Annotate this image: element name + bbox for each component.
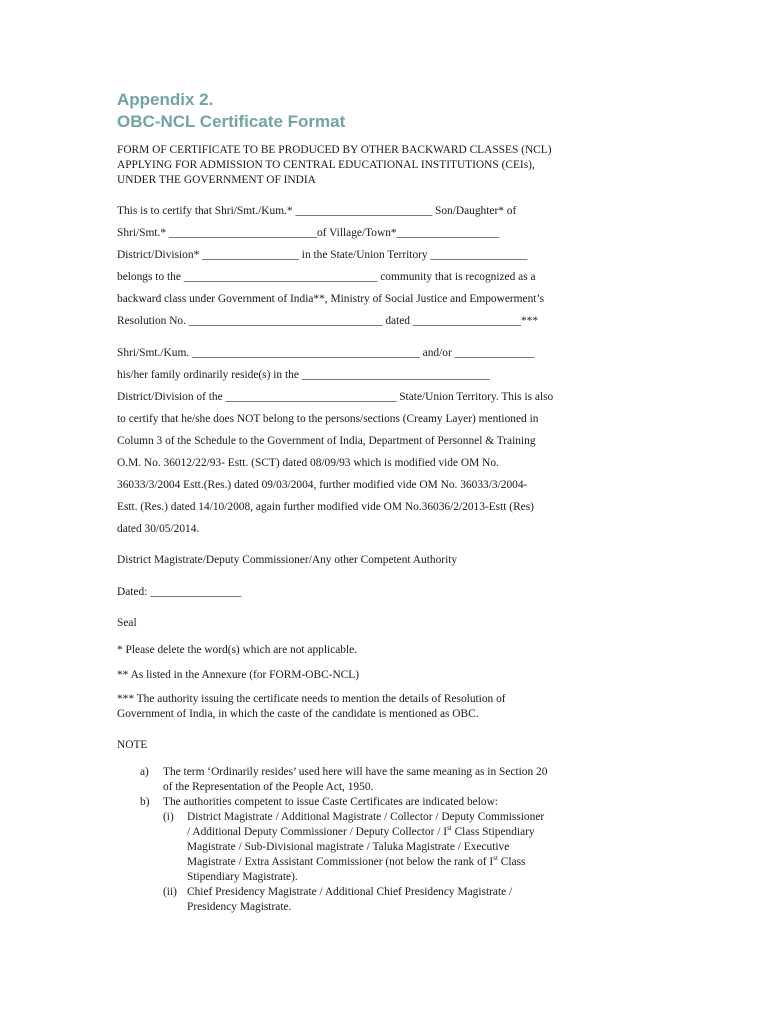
certificate-para1-line: Resolution No. __________________________________ dated ___________________*** — [117, 315, 539, 327]
dated-field: Dated: ________________ — [117, 586, 242, 598]
form-heading-line: UNDER THE GOVERNMENT OF INDIA — [117, 174, 316, 186]
note-b-ii-marker: (ii) — [163, 886, 177, 898]
certificate-para2-line: District/Division of the ______________________________ State/Union Territory. This is also — [117, 391, 554, 403]
footnote-double-star: ** As listed in the Annexure (for FORM-OBC-NCL) — [117, 669, 360, 681]
certificate-para2-line: his/her family ordinarily reside(s) in the _________________________________ — [117, 369, 490, 381]
note-b-ii-text: Chief Presidency Magistrate / Additional Chief Presidency Magistrate / — [187, 886, 513, 898]
certificate-para2-line: 36033/3/2004 Estt.(Res.) dated 09/03/2004, further modified vide OM No. 36033/3/2004- — [117, 479, 528, 491]
note-b-i-text: Magistrate / Extra Assistant Commissioner (not below the rank of Ist Class — [187, 854, 526, 868]
note-a-text: The term ‘Ordinarily resides’ used here will have the same meaning as in Section 20 — [163, 766, 548, 778]
note-b-text: The authorities competent to issue Caste Certificates are indicated below: — [163, 796, 498, 808]
certificate-para1-line: backward class under Government of India**, Ministry of Social Justice and Empowerment’s — [117, 293, 545, 305]
note-b-i-text: / Additional Deputy Commissioner / Deputy Collector / Ist Class Stipendiary — [187, 824, 535, 838]
seal-label: Seal — [117, 617, 137, 629]
footnote-single-star: * Please delete the word(s) which are not applicable. — [117, 644, 358, 656]
note-b-i-text: District Magistrate / Additional Magistrate / Collector / Deputy Commissioner — [187, 811, 545, 823]
certificate-para2-line: Shri/Smt./Kum. ________________________________________ and/or ______________ — [117, 347, 535, 359]
note-a-marker: a) — [140, 766, 149, 778]
certificate-para1-line: belongs to the __________________________________ community that is recognized as a — [117, 271, 536, 283]
certificate-para2-line: to certify that he/she does NOT belong to the persons/sections (Creamy Layer) mentioned in — [117, 413, 539, 425]
note-b-i-marker: (i) — [163, 811, 174, 823]
certificate-para1-line: This is to certify that Shri/Smt./Kum.* ________________________ Son/Daughter* of — [117, 205, 517, 217]
note-title: NOTE — [117, 739, 148, 751]
appendix-title: Appendix 2. — [117, 90, 214, 109]
footnote-triple-star: *** The authority issuing the certificate needs to mention the details of Resolution of — [117, 693, 506, 705]
note-b-i-text: Magistrate / Sub-Divisional magistrate / Taluka Magistrate / Executive — [187, 841, 510, 853]
footnote-triple-star: Government of India, in which the caste of the candidate is mentioned as OBC. — [117, 708, 479, 720]
certificate-para1-line: Shri/Smt.* __________________________of Village/Town*__________________ — [117, 227, 500, 239]
note-b-i-text: Stipendiary Magistrate). — [187, 871, 298, 883]
note-b-ii-text: Presidency Magistrate. — [187, 901, 292, 913]
certificate-para2-line: O.M. No. 36012/22/93- Estt. (SCT) dated 08/09/93 which is modified vide OM No. — [117, 457, 499, 469]
document-title: OBC-NCL Certificate Format — [117, 112, 346, 131]
certificate-para2-line: Column 3 of the Schedule to the Government of India, Department of Personnel & Training — [117, 435, 536, 447]
certificate-para1-line: District/Division* _________________ in the State/Union Territory _________________ — [117, 249, 528, 261]
form-heading-line: APPLYING FOR ADMISSION TO CENTRAL EDUCATIONAL INSTITUTIONS (CEIs), — [117, 159, 535, 171]
form-heading-line: FORM OF CERTIFICATE TO BE PRODUCED BY OTHER BACKWARD CLASSES (NCL) — [117, 144, 552, 156]
note-b-marker: b) — [140, 796, 150, 808]
certificate-para2-line: Estt. (Res.) dated 14/10/2008, again further modified vide OM No.36036/2/2013-Estt (Res) — [117, 501, 534, 513]
certificate-para2-line: dated 30/05/2014. — [117, 523, 200, 535]
competent-authority: District Magistrate/Deputy Commissioner/Any other Competent Authority — [117, 554, 458, 566]
note-a-text: of the Representation of the People Act, 1950. — [163, 781, 374, 793]
